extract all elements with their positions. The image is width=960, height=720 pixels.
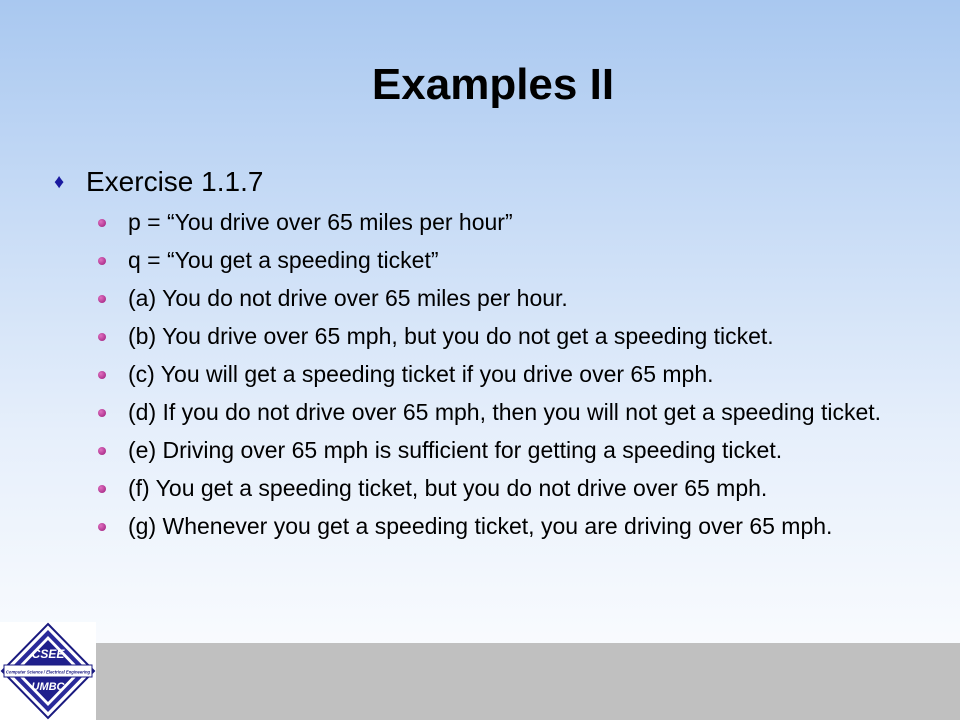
bullet-text: (d) If you do not drive over 65 mph, then you will not get a speeding ticket. bbox=[128, 399, 882, 425]
logo-bottom-text: UMBC bbox=[31, 681, 65, 693]
level1-bullet bbox=[54, 166, 263, 198]
logo-graphic bbox=[0, 622, 96, 720]
bullet-text: q = “You get a speeding ticket” bbox=[128, 247, 439, 273]
dot-bullet-icon bbox=[98, 485, 106, 493]
footer-bar bbox=[96, 643, 960, 720]
bullet-text: (b) You drive over 65 mph, but you do not get a speeding ticket. bbox=[128, 323, 774, 349]
bullet-text: (e) Driving over 65 mph is sufficient for getting a speeding ticket. bbox=[128, 437, 783, 463]
bullet-text: (f) You get a speeding ticket, but you do not drive over 65 mph. bbox=[128, 475, 768, 501]
dot-bullet-icon bbox=[98, 447, 106, 455]
list-item bbox=[98, 512, 938, 540]
dot-bullet-icon bbox=[98, 333, 106, 341]
dot-bullet-icon bbox=[98, 371, 106, 379]
list-item bbox=[98, 436, 938, 464]
bullet-text: (g) Whenever you get a speeding ticket, you are driving over 65 mph. bbox=[128, 513, 833, 539]
bullet-text: (a) You do not drive over 65 miles per hour. bbox=[128, 285, 568, 311]
bullet-list bbox=[98, 208, 938, 550]
list-item bbox=[98, 474, 938, 502]
list-item bbox=[98, 360, 938, 388]
dot-bullet-icon bbox=[98, 257, 106, 265]
diamond-bullet-icon: ♦ bbox=[54, 171, 65, 193]
list-item bbox=[98, 246, 938, 274]
bullet-text: p = “You drive over 65 miles per hour” bbox=[128, 209, 513, 235]
list-item bbox=[98, 284, 938, 312]
dot-bullet-icon bbox=[98, 295, 106, 303]
list-item bbox=[98, 322, 938, 350]
level1-text: Exercise 1.1.7 bbox=[86, 166, 264, 197]
list-item bbox=[98, 208, 938, 236]
bullet-text: (c) You will get a speeding ticket if you drive over 65 mph. bbox=[128, 361, 714, 387]
dot-bullet-icon bbox=[98, 219, 106, 227]
dot-bullet-icon bbox=[98, 409, 106, 417]
logo-middle-text: Computer Science / Electrical Engineering bbox=[5, 669, 91, 675]
list-item bbox=[98, 398, 938, 426]
csee-umbc-logo bbox=[0, 622, 96, 720]
dot-bullet-icon bbox=[98, 523, 106, 531]
slide-title: Examples II bbox=[371, 60, 615, 109]
logo-top-text: CSEE bbox=[31, 647, 65, 661]
